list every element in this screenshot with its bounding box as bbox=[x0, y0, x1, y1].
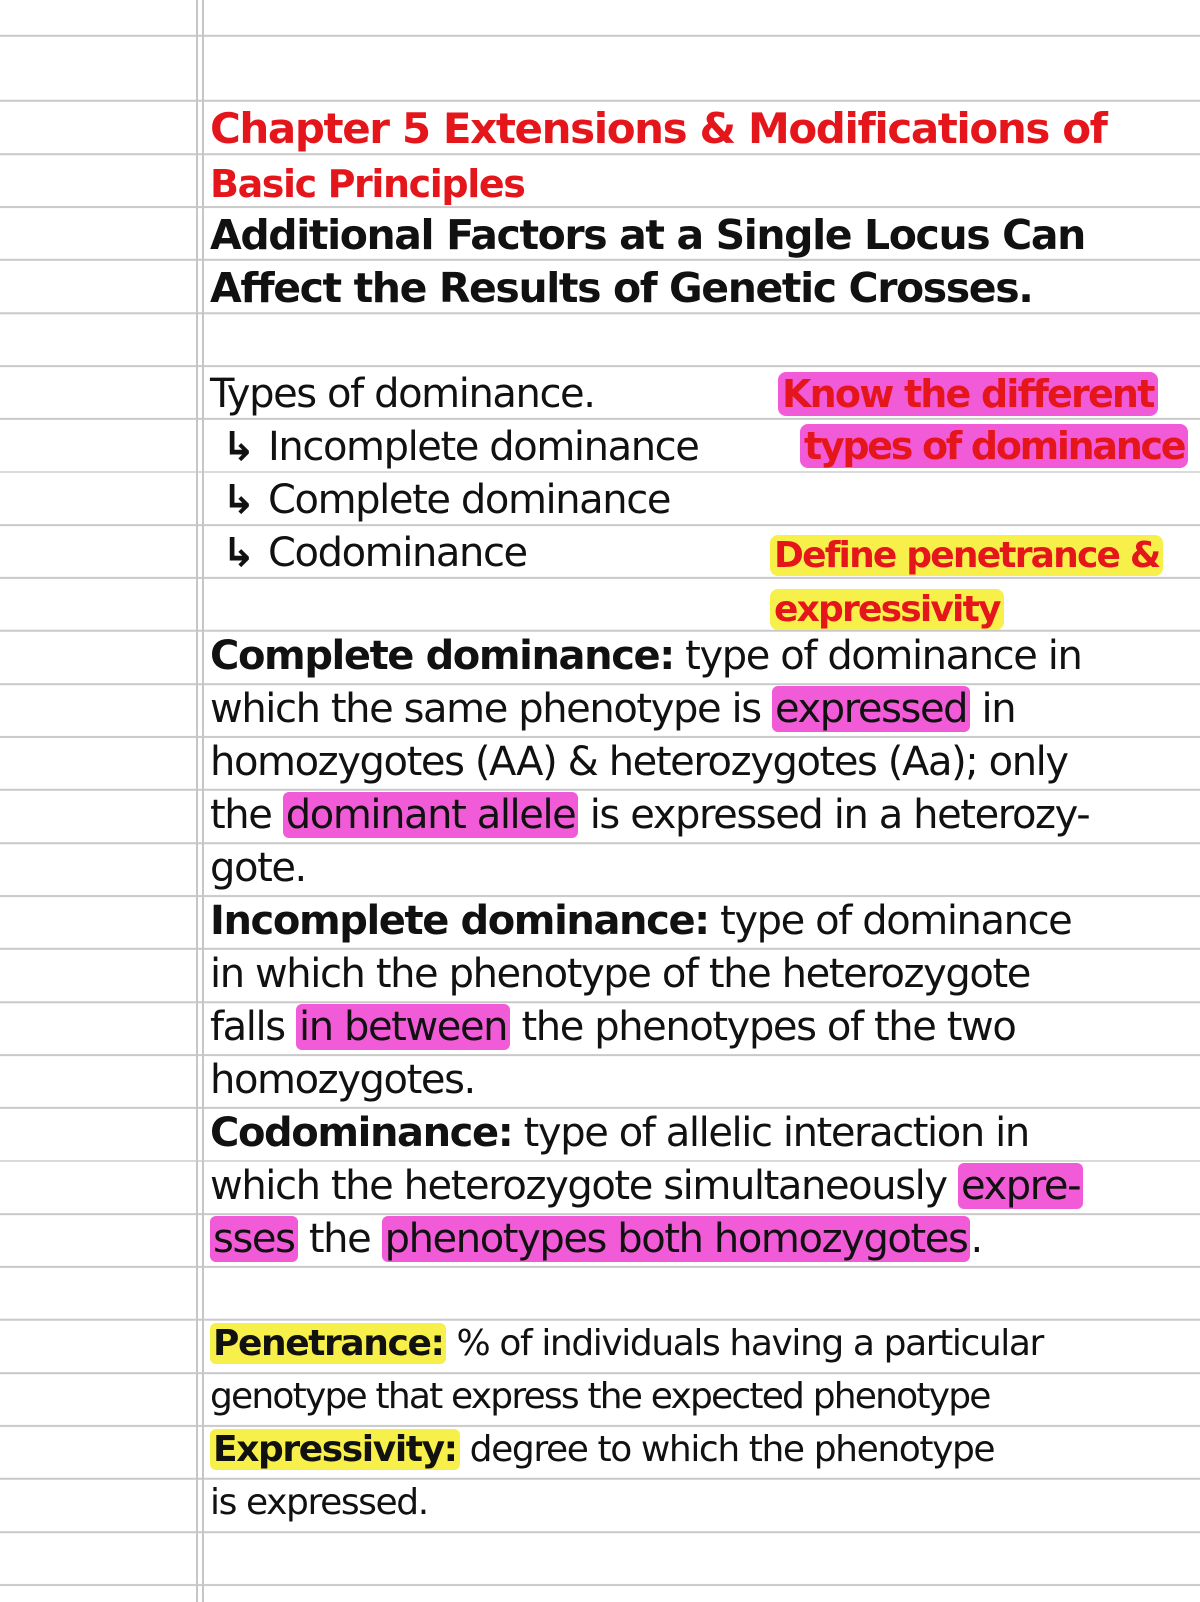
incomplete-dominance-term: Incomplete dominance: bbox=[210, 898, 709, 944]
complete-dominance-term: Complete dominance: bbox=[210, 633, 674, 679]
incomplete-dominance-line-4: homozygotes. bbox=[210, 1057, 475, 1103]
codominance-term: Codominance: bbox=[210, 1110, 513, 1156]
arrow-icon: ↳ bbox=[222, 424, 255, 470]
complete-dominance-line-4: the dominant allele is expressed in a heterozy- bbox=[210, 792, 1090, 838]
chapter-title-line-2: Basic Principles bbox=[210, 162, 525, 206]
side-note-know-line-2: types of dominance bbox=[800, 427, 1188, 465]
highlight: dominant allele bbox=[283, 792, 579, 838]
complete-dominance-line-5: gote. bbox=[210, 845, 306, 891]
complete-dominance-line-3: homozygotes (AA) & heterozygotes (Aa); only bbox=[210, 739, 1068, 785]
dominance-type-item: ↳ Incomplete dominance bbox=[222, 424, 699, 470]
expressivity-line-2: is expressed. bbox=[210, 1482, 428, 1523]
chapter-title-line-1: Chapter 5 Extensions & Modifications of bbox=[210, 104, 1107, 153]
codominance-line-1: Codominance: type of allelic interaction in bbox=[210, 1110, 1029, 1156]
dominance-type-item: ↳ Complete dominance bbox=[222, 477, 671, 523]
highlight: in between bbox=[296, 1004, 510, 1050]
incomplete-dominance-line-3: falls in between the phenotypes of the two bbox=[210, 1004, 1016, 1050]
complete-dominance-line-1: Complete dominance: type of dominance in bbox=[210, 633, 1082, 679]
penetrance-term: Penetrance: bbox=[210, 1323, 446, 1364]
incomplete-dominance-line-1: Incomplete dominance: type of dominance bbox=[210, 898, 1072, 944]
side-note-define-line-2: expressivity bbox=[770, 592, 1004, 628]
codominance-line-3: sses the phenotypes both homozygotes. bbox=[210, 1219, 982, 1259]
dominance-types-heading: Types of dominance. bbox=[210, 371, 595, 417]
arrow-icon: ↳ bbox=[222, 530, 255, 576]
side-note-know-line-1: Know the different bbox=[778, 375, 1158, 413]
complete-dominance-line-2: which the same phenotype is expressed in bbox=[210, 686, 1016, 732]
dominance-type-item: ↳ Codominance bbox=[222, 530, 527, 576]
side-note-define-line-1: Define penetrance & bbox=[770, 538, 1163, 574]
incomplete-dominance-line-2: in which the phenotype of the heterozygote bbox=[210, 951, 1030, 997]
highlight: expre- bbox=[958, 1163, 1083, 1209]
arrow-icon: ↳ bbox=[222, 477, 255, 523]
codominance-line-2: which the heterozygote simultaneously expre- bbox=[210, 1166, 1083, 1206]
highlight: expressed bbox=[772, 686, 970, 732]
section-heading-line-2: Affect the Results of Genetic Crosses. bbox=[210, 264, 1033, 312]
expressivity-line-1: Expressivity: degree to which the phenotype bbox=[210, 1432, 994, 1468]
penetrance-line-2: genotype that express the expected phenotype bbox=[210, 1376, 990, 1417]
penetrance-line-1: Penetrance: % of individuals having a particular bbox=[210, 1326, 1043, 1362]
margin-line bbox=[202, 0, 204, 1602]
section-heading-line-1: Additional Factors at a Single Locus Can bbox=[210, 211, 1085, 259]
margin-line bbox=[196, 0, 198, 1602]
highlight: sses bbox=[210, 1216, 298, 1262]
highlight: phenotypes both homozygotes bbox=[382, 1216, 971, 1262]
expressivity-term: Expressivity: bbox=[210, 1429, 460, 1470]
